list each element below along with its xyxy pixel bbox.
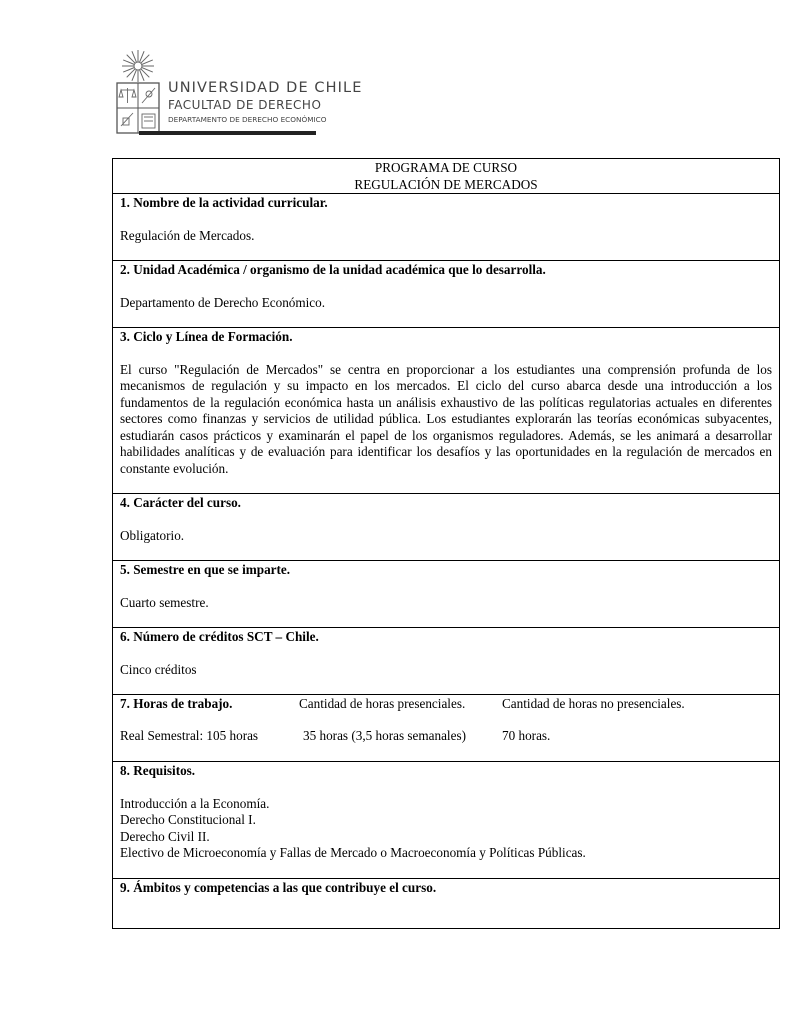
hours-presencial-value: 35 horas (3,5 horas semanales) (303, 728, 466, 743)
hours-no-presencial-header: Cantidad de horas no presenciales. (502, 696, 685, 711)
section-5-cell (113, 561, 780, 628)
section-7-row (113, 695, 780, 762)
university-name: UNIVERSIDAD DE CHILE (168, 80, 363, 96)
section-9-cell (113, 879, 780, 929)
program-title: PROGRAMA DE CURSO (374, 160, 518, 175)
list-item: Derecho Constitucional I. (120, 812, 256, 827)
section-1-body: Regulación de Mercados. (120, 227, 255, 243)
requirements-list (120, 796, 772, 862)
section-6-title: 6. Número de créditos SCT – Chile. (120, 629, 319, 644)
hours-presencial-header: Cantidad de horas presenciales. (299, 696, 466, 711)
section-4-row (113, 494, 780, 561)
section-1-cell (113, 194, 780, 261)
section-6-cell (113, 628, 780, 695)
list-item: Electivo de Microeconomía y Fallas de Mercado o Macroeconomía y Políticas Públicas. (120, 845, 586, 860)
section-4-title: 4. Carácter del curso. (120, 495, 241, 510)
hours-no-presencial-value: 70 horas. (502, 728, 551, 743)
section-2-cell (113, 261, 780, 328)
section-2-body: Departamento de Derecho Económico. (120, 294, 326, 310)
department-name: DEPARTAMENTO DE DERECHO ECONÓMICO (168, 115, 327, 124)
hours-total: Real Semestral: 105 horas (120, 728, 259, 743)
header-divider (139, 131, 316, 135)
section-2-title: 2. Unidad Académica / organismo de la unidad académica que lo desarrolla. (120, 262, 546, 277)
section-3-body: El curso "Regulación de Mercados" se centra en proporcionar a los estudiantes una comprensión profunda de los mecanismos de regulación y su impacto en los mercados. El ciclo del curso abarca desde una introducción a los fundamentos de la regulación económica hasta un análisis exhaustivo de las políticas regulatorias actuales en diferentes sectores como finanzas y servicios de utilidad pública. Los estudiantes explorarán las teorías económicas subyacentes, estudiarán casos prácticos y examinarán el papel de los organismos reguladores. Además, se les animará a desarrollar habilidades analíticas y de evaluación para identificar los desafíos y las oportunidades en la regulación de mercados en constante evolución. (120, 361, 772, 476)
section-4-cell (113, 494, 780, 561)
section-1-row (113, 194, 780, 261)
section-3-cell (113, 328, 780, 494)
section-3-row (113, 328, 780, 494)
list-item: Introducción a la Economía. (120, 795, 270, 811)
section-8-row (113, 762, 780, 879)
hours-header-line (120, 696, 772, 712)
course-program-table (112, 158, 780, 929)
section-2-row (113, 261, 780, 328)
section-6-row (113, 628, 780, 695)
section-9-row (113, 879, 780, 929)
program-title-cell (113, 159, 780, 194)
section-7-title: 7. Horas de trabajo. (120, 696, 233, 711)
section-4-body: Obligatorio. (120, 527, 185, 543)
program-title-row (113, 159, 780, 194)
section-7-cell (113, 695, 780, 762)
section-1-title: 1. Nombre de la actividad curricular. (120, 195, 328, 210)
section-6-body: Cinco créditos (120, 661, 197, 677)
letterhead (113, 48, 373, 138)
section-5-title: 5. Semestre en que se imparte. (120, 562, 291, 577)
section-8-cell (113, 762, 780, 879)
section-5-row (113, 561, 780, 628)
section-9-title: 9. Ámbitos y competencias a las que contribuye el curso. (120, 880, 437, 895)
program-course-name: REGULACIÓN DE MERCADOS (354, 176, 538, 192)
hours-values-line (120, 728, 772, 744)
faculty-name: FACULTAD DE DERECHO (168, 98, 322, 112)
section-5-body: Cuarto semestre. (120, 594, 209, 610)
section-3-title: 3. Ciclo y Línea de Formación. (120, 329, 293, 344)
section-8-title: 8. Requisitos. (120, 763, 196, 778)
list-item: Derecho Civil II. (120, 828, 210, 844)
university-seal-icon (113, 48, 163, 136)
